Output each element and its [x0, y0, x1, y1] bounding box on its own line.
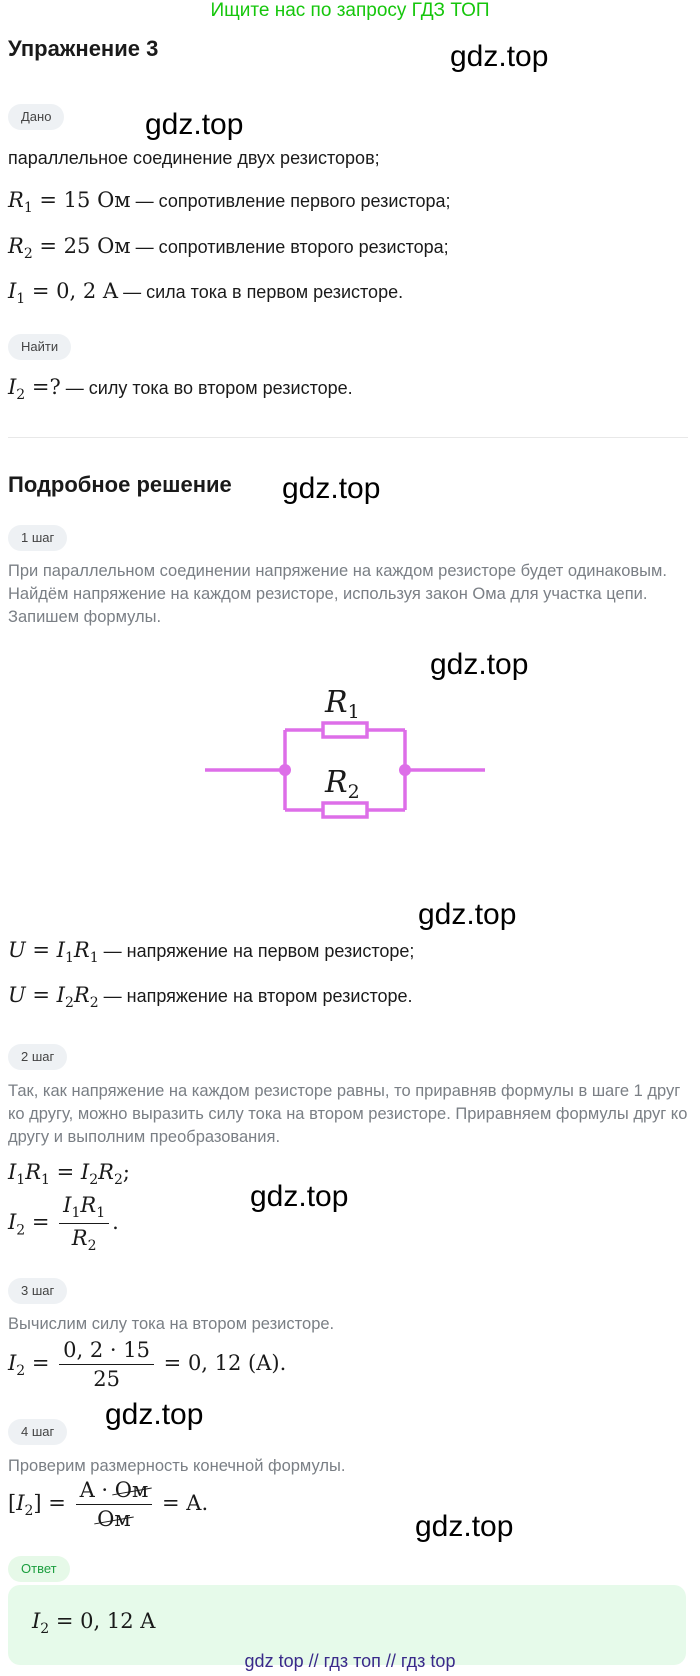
answer-formula: $I_2 = 0$, 12 A: [32, 1609, 156, 1638]
step3-text: Вычислим силу тока на втором резисторе.: [8, 1315, 335, 1333]
given-line-4: [8, 279, 403, 307]
formula-i1: $I_1 = 0$, 2 A: [8, 279, 119, 308]
formula-i2-unknown: $I_2$ =?: [8, 375, 61, 404]
fraction: $\frac{I_1R_1}{R_2}$: [59, 1193, 109, 1254]
step2-text: Так, как напряжение на каждом резисторе равны, то приравняв формулы в шаге 1 друг ко другу, можно выразить силу тока на втором резисторе. Приравняем формулы друг ко другу и выполним преобразования.: [8, 1082, 688, 1146]
separator: [8, 437, 688, 438]
given-line-3: [8, 234, 449, 262]
label-r1: $R_1$: [325, 685, 360, 723]
given-line-1: параллельное соединение двух резисторов;: [8, 148, 380, 168]
step1-pill: 1 шаг: [8, 525, 67, 551]
watermark: gdz.top: [450, 40, 549, 73]
step1-formula-1-text: — напряжение на первом резисторе;: [103, 941, 415, 961]
step1-text: При параллельном соединении напряжение на каждом резисторе будет одинаковым. Найдём напряжение на каждом резисторе, используя закон Ома для участка цепи. Запишем формулы.: [8, 562, 667, 626]
fraction: $\frac{0, 2 \cdot 15}{25}$: [59, 1338, 154, 1391]
label-r2: $R_2$: [325, 765, 360, 803]
step4-text: Проверим размерность конечной формулы.: [8, 1457, 346, 1475]
circuit-node-left: [279, 764, 291, 776]
answer-pill: Ответ: [8, 1556, 70, 1582]
fraction: $\frac{A \cdot Ом}{Ом}$: [76, 1478, 153, 1531]
watermark: gdz.top: [250, 1180, 349, 1213]
watermark: gdz.top: [415, 1510, 514, 1543]
resistor-r1: [323, 723, 367, 737]
step3-pill: 3 шаг: [8, 1278, 67, 1304]
formula-units-check: $[I_2]$ = $\frac{A \cdot Ом}{Ом}$ = A.: [8, 1478, 209, 1531]
formula-r2: $R_2 = 25$ Ом: [8, 234, 131, 263]
circuit-node-right: [399, 764, 411, 776]
formula-equate: $I_1R_1 = I_2R_2$;: [8, 1160, 130, 1189]
given-line-2: [8, 188, 451, 216]
find-line-text: — силу тока во втором резисторе.: [65, 378, 353, 398]
step2-pill: 2 шаг: [8, 1044, 67, 1070]
find-line: [8, 375, 353, 403]
formula-i2-calc: $I_2$ = $\frac{0, 2 \cdot 15}{25}$ = 0, 12 (A).: [8, 1338, 287, 1391]
find-pill: Найти: [8, 334, 71, 360]
step4-pill: 4 шаг: [8, 1419, 67, 1445]
footer-watermark: gdz top // гдз топ // гдз top: [244, 1651, 456, 1671]
given-line-2-text: — сопротивление первого резистора;: [135, 191, 451, 211]
watermark: gdz.top: [418, 898, 517, 931]
formula-r1: $R_1 = 15$ Ом: [8, 188, 131, 217]
given-line-4-text: — сила тока в первом резисторе.: [123, 282, 404, 302]
search-banner: Ищите нас по запросу ГДЗ ТОП: [210, 0, 490, 21]
formula-u1: $U = I_1R_1$: [8, 938, 99, 967]
given-line-3-text: — сопротивление второго резистора;: [135, 237, 449, 257]
watermark: gdz.top: [282, 472, 381, 505]
watermark: gdz.top: [105, 1398, 204, 1431]
watermark: gdz.top: [430, 648, 529, 681]
formula-i2-expression: $I_2$ = $\frac{I_1R_1}{R_2}$ .: [8, 1193, 119, 1255]
given-pill: Дано: [8, 104, 64, 130]
watermark: gdz.top: [145, 108, 244, 141]
step1-formula-2-text: — напряжение на втором резисторе.: [103, 986, 413, 1006]
step1-formula-1: [8, 938, 414, 966]
formula-u2: $U = I_2R_2$: [8, 983, 99, 1012]
parallel-circuit-diagram: [195, 670, 495, 835]
solution-title: Подробное решение: [8, 472, 232, 497]
exercise-title: Упражнение 3: [8, 36, 159, 61]
resistor-r2: [323, 803, 367, 817]
step1-formula-2: [8, 983, 413, 1011]
